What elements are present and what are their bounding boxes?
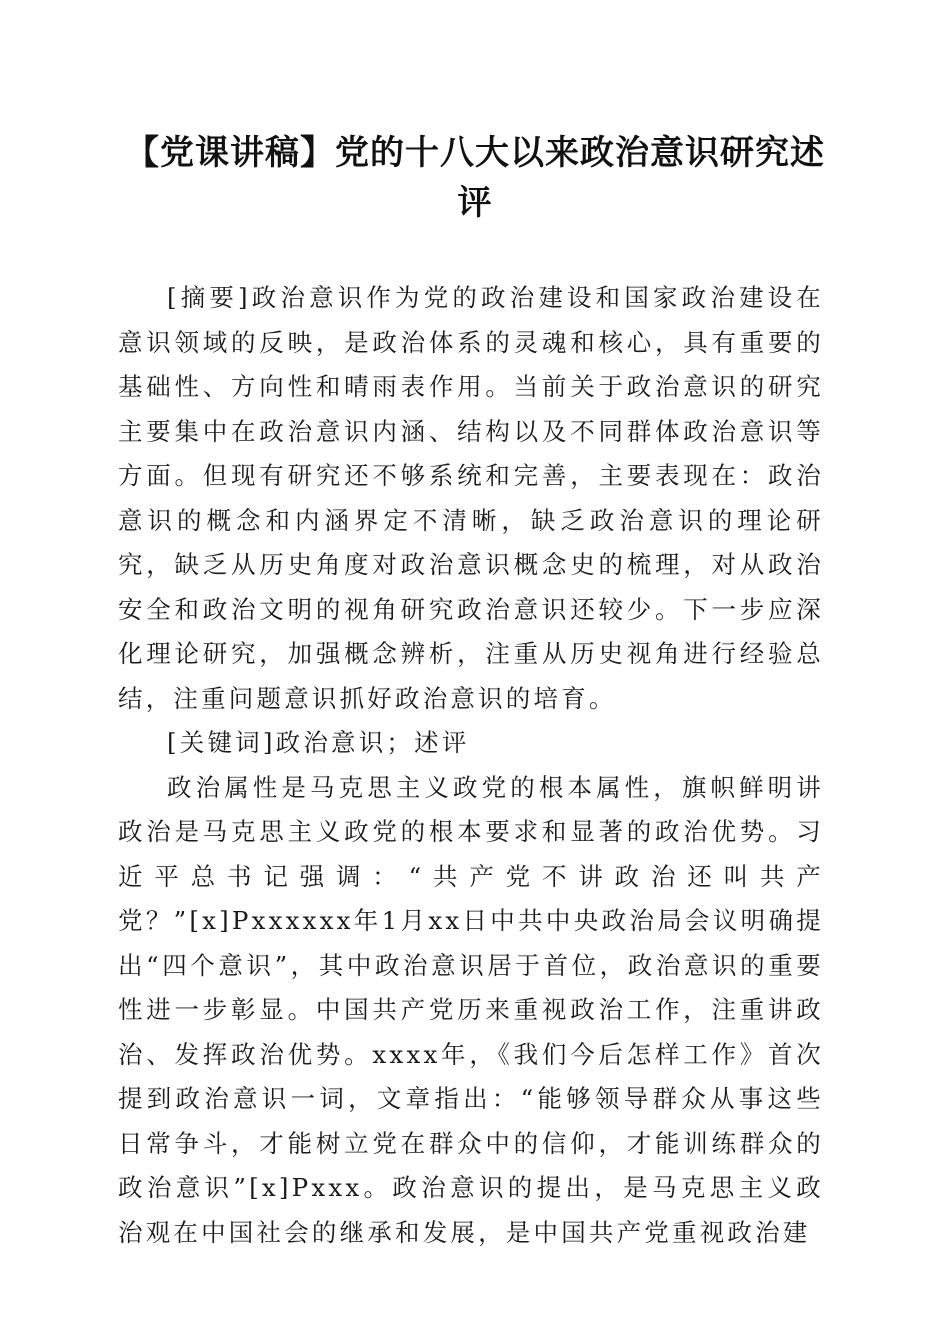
document-title: 【党课讲稿】党的十八大以来政治意识研究述评 bbox=[125, 133, 825, 223]
keywords-paragraph: [关键词]政治意识；述评 bbox=[167, 728, 470, 757]
document-body bbox=[118, 276, 824, 1255]
abstract-paragraph: [摘要]政治意识作为党的政治建设和国家政治建设在意识领域的反映，是政治体系的灵魂和核心，具有重要的基础性、方向性和晴雨表作用。当前关于政治意识的研究主要集中在政治意识内涵、结构以及不同群体政治意识等方面。但现有研究还不够系统和完善，主要表现在：政治意识的概念和内涵界定不清晰，缺乏政治意识的理论研究，缺乏从历史角度对政治意识概念史的梳理，对从政治安全和政治文明的视角研究政治意识还较少。下一步应深化理论研究，加强概念辨析，注重从历史视角进行经验总结，注重问题意识抓好政治意识的培育。 bbox=[118, 283, 824, 713]
body-paragraph: 政治属性是马克思主义政党的根本属性，旗帜鲜明讲政治是马克思主义政党的根本要求和显著的政治优势。习近平总书记强调：“共产党不讲政治还叫共产党？”[x]Pxxxxxx年1月xx日中共中央政治局会议明确提出“四个意识”，其中政治意识居于首位，政治意识的重要性进一步彰显。中国共产党历来重视政治工作，注重讲政治、发挥政治优势。xxxx年，《我们今后怎样工作》首次提到政治意识一词，文章指出：“能够领导群众从事这些日常争斗，才能树立党在群众中的信仰，才能训练群众的政治意识”[x]Pxxx。政治意识的提出，是马克思主义政治观在中国社会的继承和发展，是中国共产党重视政治建 bbox=[118, 772, 824, 1247]
